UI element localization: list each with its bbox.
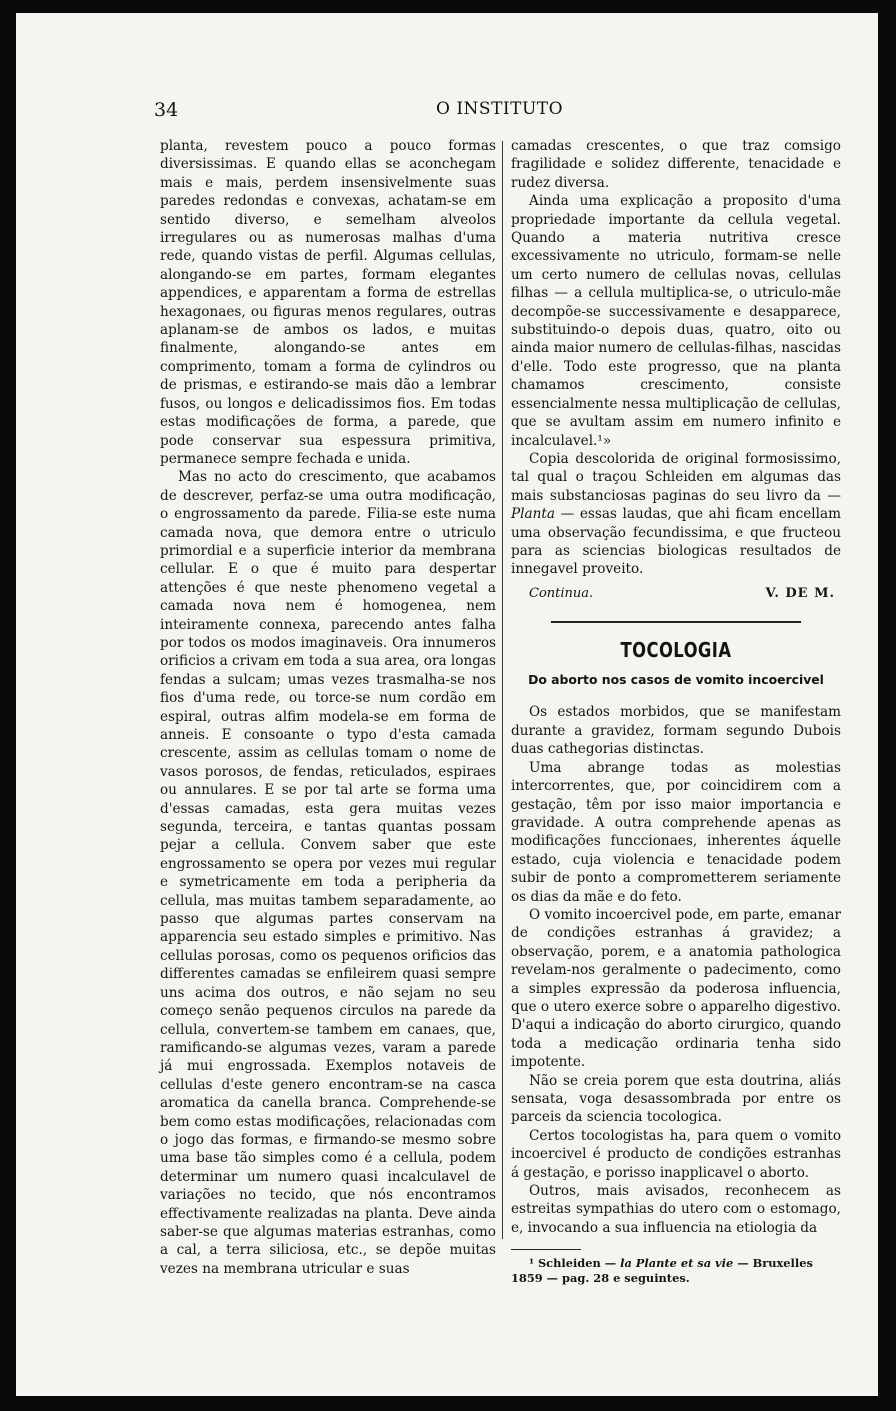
- signoff-row: [511, 585, 841, 603]
- continua-label: Continua.: [529, 585, 594, 601]
- tocologia-paragraph-5: Certos tocologistas ha, para quem o vomito incoercivel é producto de condições estranhas á gestação, e porisso inapplicavel o aborto.: [511, 1127, 841, 1181]
- footnote-rule: [511, 1249, 581, 1250]
- column-divider: [502, 141, 503, 1239]
- section-subtitle: Do aborto nos casos de vomito incoercivel: [528, 672, 824, 688]
- footnote: [511, 1256, 841, 1286]
- left-paragraph-1: planta, revestem pouco a pouco formas diversissimas. E quando ellas se aconchegam mais e mais, perdem insensivelmente suas paredes redondas e convexas, achatam-se em sentido diverso, e semelham alveolos irregulares ou as numerosas malhas d'uma rede, quando vistas de perfil. Algumas cellulas, alongando-se em partes, formam elegantes appendices, e apparentam a forma de estrellas hexagonaes, ou figuras menos regulares, outras aplanam-se de ambos os lados, e muitas finalmente, alongando-se antes em comprimento, tomam a forma de cylindros ou de prismas, e estirando-se mais dão a lembrar fusos, ou longos e delicadissimos fios. Em todas estas modificações de forma, a parede, que pode conservar sua espessura primitiva, permanece sempre fechada e unida.: [160, 138, 496, 467]
- right-continuation: camadas crescentes, o que traz comsigo fragilidade e solidez differente, tenacidade e rudez diversa.: [511, 138, 841, 191]
- scanned-page: [16, 13, 878, 1396]
- tocologia-paragraph-3: O vomito incoercivel pode, em parte, emanar de condições estranhas á gravidez; a observação, porem, e a anatomia pathologica revelam-nos geralmente o padecimento, como a simples expressão da poderosa influencia, que o utero exerce sobre o apparelho digestivo. D'aqui a indicação do aborto cirurgico, quando toda a medicação ordinaria tenha sido impotente.: [511, 906, 841, 1071]
- author-initials: V. DE M.: [765, 585, 835, 601]
- tocologia-paragraph-2: Uma abrange todas as molestias intercorrentes, que, por coincidirem com a gestação, têm por isso maior importancia e gravidade. A outra comprehende apenas as modificações funccionaes, inherentes áquelle estado, cuja violencia e tenacidade podem subir de ponto a comprometterem seriamente os dias da mãe e do feto.: [511, 759, 841, 905]
- right-paragraph-2: Ainda uma explicação a proposito d'uma propriedade importante da cellula vegetal. Quando a materia nutritiva cresce excessivamente no utriculo, formam-se nelle um certo numero de cellulas novas, cellulas filhas — a cellula multiplica-se, o utriculo-mãe decompõe-se successivamente e desapparece, substituindo-o depois duas, quatro, oito ou ainda maior numero de cellulas-filhas, nascidas d'elle. Todo este progresso, que na planta chamamos crescimento, consiste essencialmente nessa multiplicação de cellulas, que se avultam assim em numero infinito e incalculavel.¹»: [511, 193, 841, 449]
- section-title: TOCOLOGIA: [620, 637, 732, 662]
- paragraph-3-part-1: Copia descolorida de original formosissimo, tal qual o traçou Schleiden em algumas das mais substanciosas paginas do seu livro da —: [511, 450, 841, 504]
- running-head: [16, 99, 878, 123]
- paragraph-3-part-2: — essas laudas, que ahi ficam encellam uma observação fecundissima, e que fructeou para as sciencias biologicas resultados de innegavel proveito.: [511, 506, 841, 578]
- tocologia-paragraph-6: Outros, mais avisados, reconhecem as estreitas sympathias do utero com o estomago, e, invocando a sua influencia na etiologia da: [511, 1183, 841, 1236]
- tocologia-paragraph-1: Os estados morbidos, que se manifestam durante a gravidez, formam segundo Dubois duas cathegorias distinctas.: [511, 704, 841, 758]
- tocologia-paragraph-4: Não se creia porem que esta doutrina, aliás sensata, voga desassombrada por entre os parceis da sciencia tocologica.: [511, 1072, 841, 1126]
- planta-title: Planta: [511, 506, 555, 523]
- left-column: [160, 137, 496, 1278]
- page-number: 34: [154, 99, 179, 121]
- footnote-part-1: ¹ Schleiden —: [529, 1256, 617, 1271]
- footnote-part-2: — Bruxelles 1859 — pag. 28 e seguintes.: [511, 1256, 813, 1286]
- left-paragraph-2: Mas no acto do crescimento, que acabamos de descrever, perfaz-se uma outra modificação, o engrossamento da parede. Filia-se este numa camada nova, que demora entre o utriculo primordial e a superficie interior da membrana cellular. E o que é muito para despertar attenções é que neste phenomeno vegetal a camada nova nem é homogenea, nem inteiramente connexa, parecendo antes falha por todos os modos imaginaveis. Ora innumeros orificios a crivam em toda a sua area, ora longas fendas a sulcam; umas vezes trasmalha-se nos fios d'uma rede, ou torce-se num cordão em espiral, outras alfim modela-se em forma de anneis. E consoante o typo d'esta camada crescente, assim as cellulas tomam o nome de vasos porosos, de fendas, reticulados, espiraes ou annulares. E se por tal arte se forma uma d'essas camadas, esta gera muitas vezes segunda, terceira, e tantas quantas possam pejar a cellula. Convem saber que este engrossamento se opera por vezes mui regular e symetricamente em toda a peripheria da cellula, mas muitas tambem separadamente, ao passo que algumas partes conservam na apparencia seu estado simples e primitivo. Nas cellulas porosas, como os pequenos orificios das differentes camadas se enfileirem quasi sempre uns acima dos outros, e não sejam no seu começo senão pequenos circulos na parede da cellula, convertem-se tambem em canaes, que, ramificando-se algumas vezes, varam a parede já mui engrossada. Exemplos notaveis de cellulas d'este genero encontram-se na casca aromatica da canella branca. Comprehende-se bem como estas modificações, relacionadas com o jogo das formas, e firmando-se mesmo sobre uma base tão simples como é a cellula, podem determinar um numero quasi incalculavel de variações no tecido, que nós encontramos effectivamente realizadas na planta. Deve ainda saber-se que algumas materias estranhas, como a cal, a terra siliciosa, etc., se depõe muitas vezes na membrana utricular e suas: [160, 469, 496, 1277]
- footnote-book-title: la Plante et sa vie: [620, 1256, 734, 1271]
- section-separator: [551, 621, 801, 623]
- right-paragraph-3: [511, 450, 841, 579]
- right-column: [511, 137, 841, 1286]
- page: [16, 13, 878, 1396]
- journal-title: O INSTITUTO: [436, 99, 564, 119]
